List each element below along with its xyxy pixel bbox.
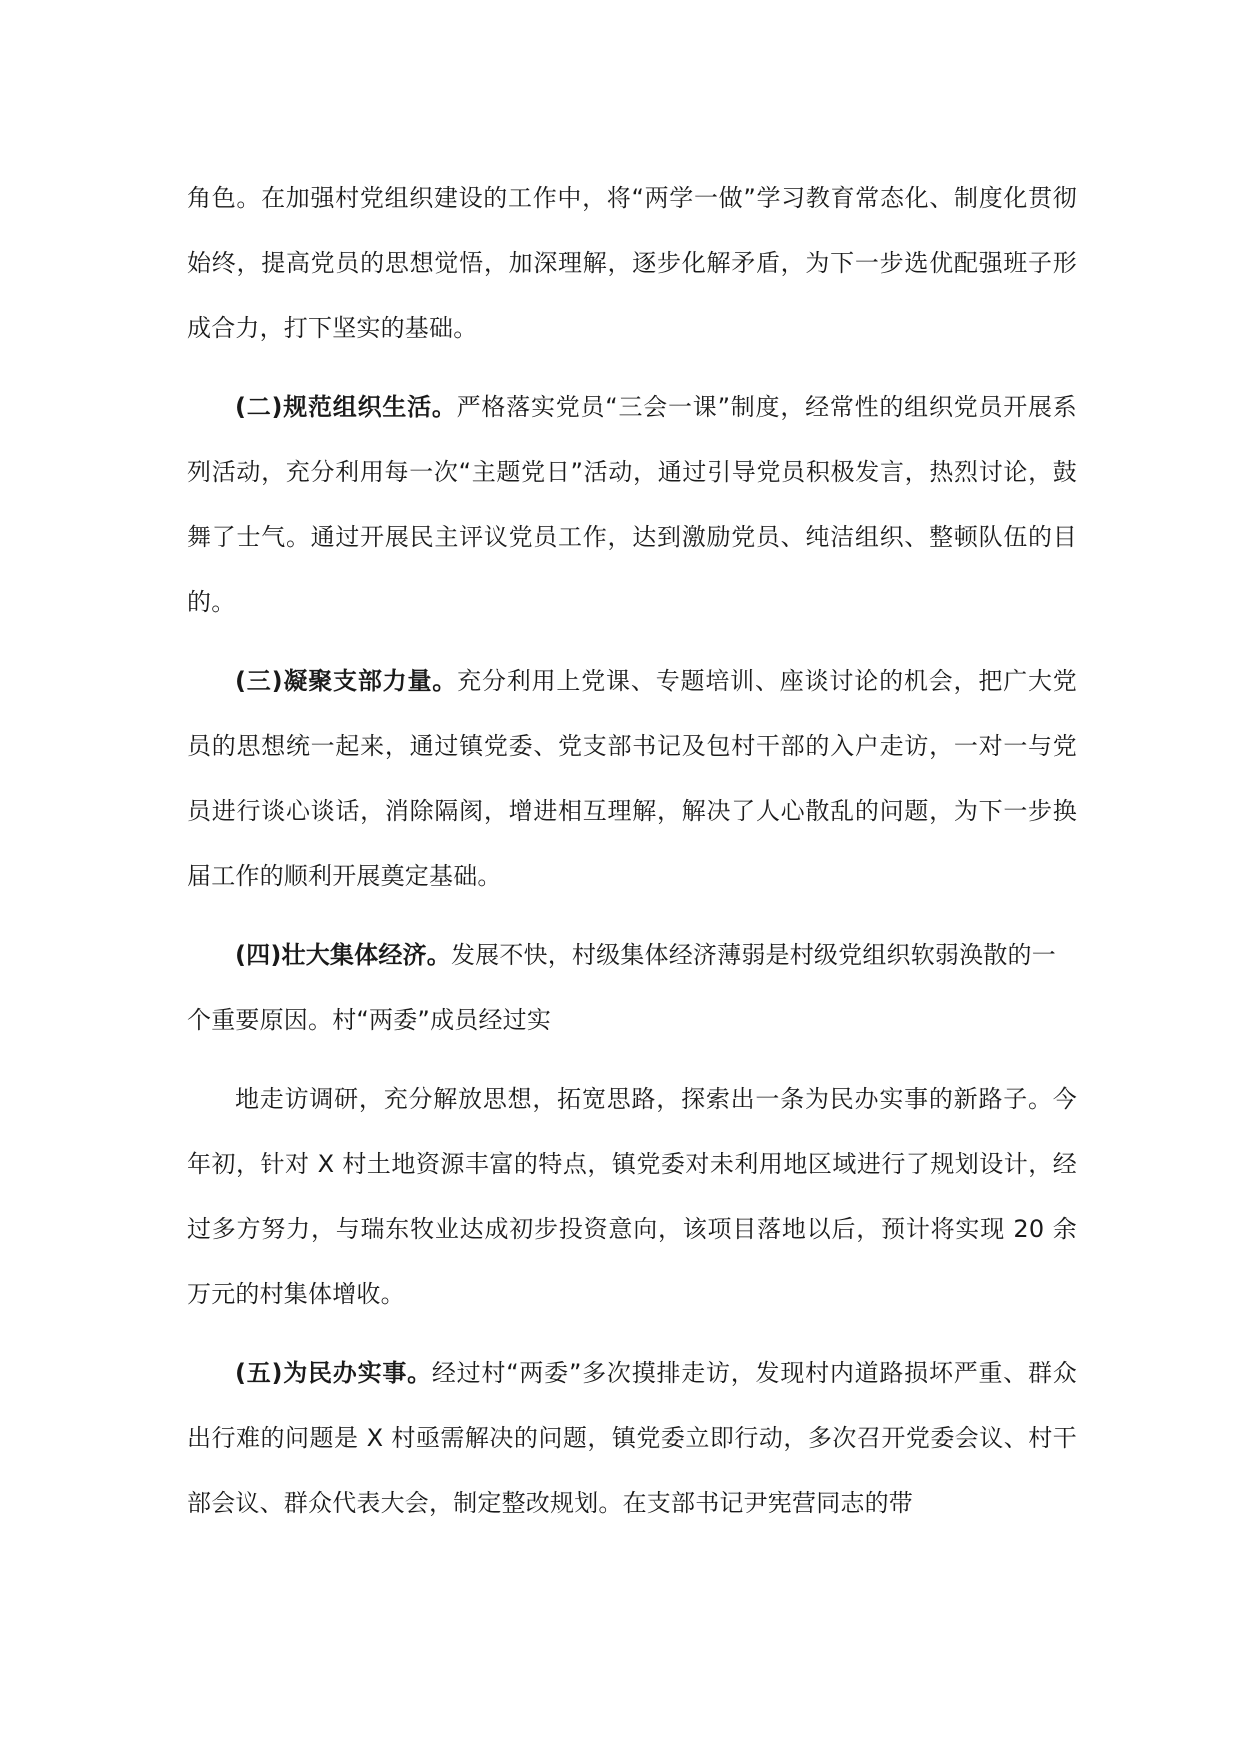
paragraph-text: 发展不快，村级集体经济薄弱是村级党组织软弱涣散的一个重要原因。村“两委”成员经过实	[187, 941, 1056, 1034]
paragraph-text: 经过村“两委”多次摸排走访，发现村内道路损坏严重、群众出行难的问题是 X 村亟需解决的问题，镇党委立即行动，多次召开党委会议、村干部会议、群众代表大会，制定整改规划。在支部书记尹宪营同志的带	[187, 1359, 1078, 1517]
section-heading: (五)为民办实事。	[235, 1359, 432, 1387]
paragraph-section-3	[187, 649, 1077, 909]
paragraph-text: 严格落实党员“三会一课”制度，经常性的组织党员开展系列活动，充分利用每一次“主题党日”活动，通过引导党员积极发言，热烈讨论，鼓舞了士气。通过开展民主评议党员工作，达到激励党员、纯洁组织、整顿队伍的目的。	[187, 393, 1077, 616]
paragraph-text: 充分利用上党课、专题培训、座谈讨论的机会，把广大党员的思想统一起来，通过镇党委、党支部书记及包村干部的入户走访，一对一与党员进行谈心谈话，消除隔阂，增进相互理解，解决了人心散乱的问题，为下一步换届工作的顺利开展奠定基础。	[187, 667, 1078, 890]
paragraph-text: 角色。在加强村党组织建设的工作中，将“两学一做”学习教育常态化、制度化贯彻始终，提高党员的思想觉悟，加深理解，逐步化解矛盾，为下一步选优配强班子形成合力，打下坚实的基础。	[187, 184, 1077, 342]
section-heading: (二)规范组织生活。	[235, 393, 457, 421]
paragraph-section-2	[187, 375, 1077, 635]
section-heading: (四)壮大集体经济。	[235, 941, 451, 969]
paragraph-section-5	[187, 1341, 1077, 1536]
paragraph-section-4	[187, 923, 1077, 1053]
paragraph-text: 地走访调研，充分解放思想，拓宽思路，探索出一条为民办实事的新路子。今年初，针对 X 村土地资源丰富的特点，镇党委对未利用地区域进行了规划设计，经过多方努力，与瑞东牧业达成初步投资意向，该项目落地以后，预计将实现 20 余万元的村集体增收。	[187, 1085, 1077, 1308]
paragraph-continuation	[187, 166, 1077, 361]
paragraph-section-4-continued	[187, 1067, 1077, 1327]
document-body	[187, 166, 1077, 1536]
section-heading: (三)凝聚支部力量。	[235, 667, 458, 695]
